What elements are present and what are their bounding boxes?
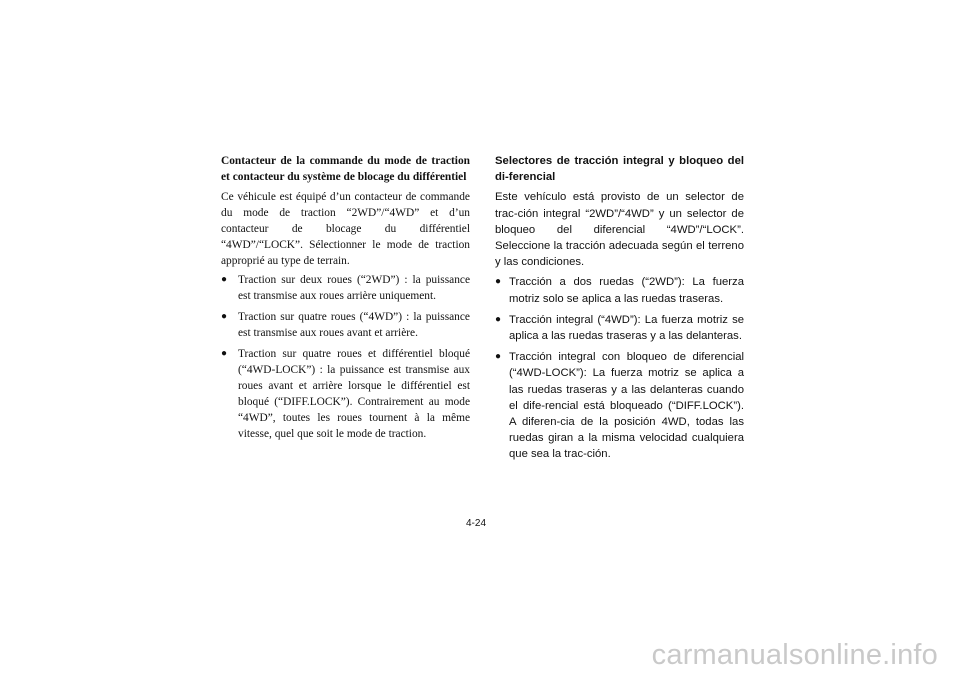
bullet-dot-icon: ● [221, 311, 228, 322]
bullet-dot-icon: ● [221, 274, 228, 285]
spanish-bullet-text: Tracción integral (“4WD”): La fuerza motriz se aplica a las ruedas traseras y a las delanteras. [509, 313, 744, 343]
spanish-bullet-item [495, 349, 744, 462]
page-number: 4-24 [466, 518, 487, 529]
spanish-bullet-item [495, 312, 744, 344]
spanish-bullet-text: Tracción integral con bloqueo de diferencial (“4WD-LOCK”): La fuerza motriz se aplica a las ruedas traseras y a las delanteras cuando el dife-rencial está bloqueado (“DIFF.LOCK”). A diferen-cia de la posición 4WD, todas las ruedas giran a la misma velocidad cualquiera que sea la trac-ción. [509, 351, 744, 461]
spanish-intro: Este vehículo está provisto de un selector de trac-ción integral “2WD”/“4WD” y un selector de bloqueo del diferencial “4WD”/“LOCK”. Seleccione la tracción adecuada según el terreno y las condiciones. [495, 191, 744, 269]
french-bullet-text: Traction sur quatre roues (“4WD”) : la puissance est transmise aux roues avant et arrière. [238, 311, 470, 339]
french-bullet-text: Traction sur quatre roues et différentiel bloqué (“4WD-LOCK”) : la puissance est transmise aux roues avant et arrière lorsque le différentiel est bloqué (“DIFF.LOCK”). Contrairement au mode “4WD”, toutes les roues tournent à la même vitesse, quel que soit le mode de traction. [238, 348, 470, 440]
french-intro: Ce véhicule est équipé d’un contacteur de commande du mode de traction “2WD”/“4WD” et d’un contacteur de blocage du différentiel “4WD”/“LOCK”. Sélectionner le mode de traction approprié au type de terrain. [221, 191, 470, 267]
french-bullet-item [221, 309, 470, 341]
french-column [221, 153, 470, 447]
spanish-bullet-text: Tracción a dos ruedas (“2WD”): La fuerza motriz solo se aplica a las ruedas traseras. [509, 276, 744, 305]
french-heading: Contacteur de la commande du mode de traction et contacteur du système de blocage du différentiel [221, 155, 470, 183]
french-bullet-item [221, 272, 470, 304]
french-bullet-text: Traction sur deux roues (“2WD”) : la puissance est transmise aux roues arrière uniquement. [238, 274, 470, 302]
french-bullet-item [221, 346, 470, 442]
bullet-dot-icon: ● [495, 276, 502, 288]
french-bullet-list [221, 272, 470, 442]
bullet-dot-icon: ● [495, 351, 502, 363]
bullet-dot-icon: ● [495, 313, 502, 325]
bullet-dot-icon: ● [221, 348, 228, 359]
spanish-column [495, 153, 744, 468]
watermark-link[interactable]: carmanualsonline.info [651, 639, 938, 671]
spanish-bullet-list [495, 274, 744, 462]
spanish-heading: Selectores de tracción integral y bloqueo del di-ferencial [495, 155, 744, 184]
spanish-bullet-item [495, 274, 744, 306]
